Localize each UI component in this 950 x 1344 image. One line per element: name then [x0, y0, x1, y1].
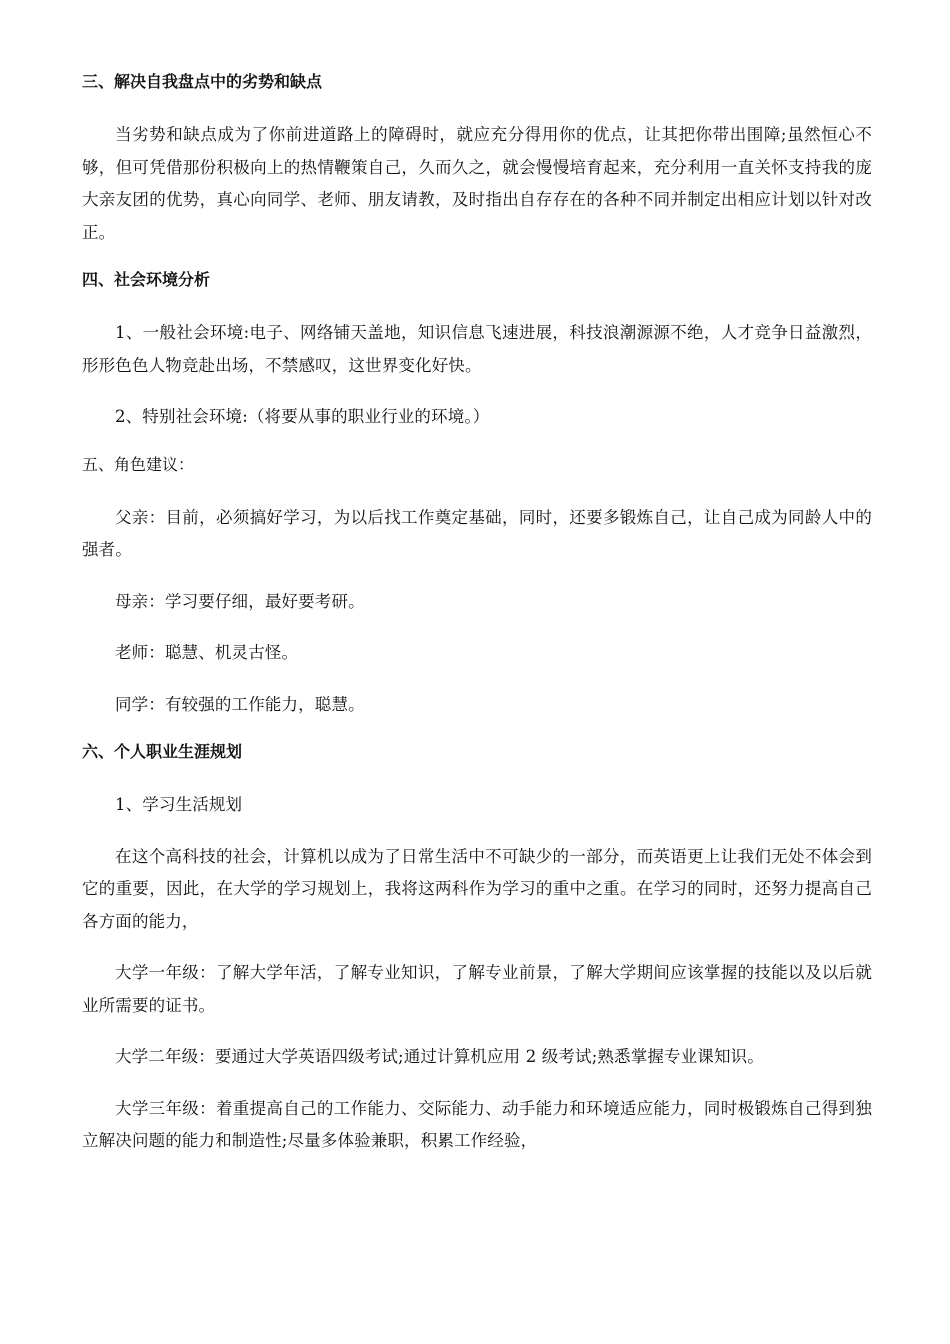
paragraph: 2、特别社会环境:（将要从事的职业行业的环境。） [115, 407, 490, 426]
document-page [82, 70, 872, 1177]
paragraph: 母亲：学习要仔细，最好要考研。 [115, 591, 365, 611]
paragraph: 老师：聪慧、机灵古怪。 [115, 643, 299, 662]
section-heading-3: 三、解决自我盘点中的劣势和缺点 [82, 72, 323, 91]
paragraph: 当劣势和缺点成为了你前进道路上的障碍时，就应充分得用你的优点，让其把你带出围障;虽然恒心不够，但可凭借那份积极向上的热情鞭策自己，久而久之，就会慢慢培育起来，充分利用一直关怀支持我的庞大亲友团的优势，真心向同学、老师、朋友请教，及时指出自存存在的各种不同并制定出相应计划以针对改正。 [82, 125, 872, 242]
section-heading-4: 四、社会环境分析 [82, 270, 211, 289]
paragraph: 大学三年级：着重提高自己的工作能力、交际能力、动手能力和环境适应能力，同时极锻炼自己得到独立解决问题的能力和制造性;尽量多体验兼职，积累工作经验， [82, 1098, 872, 1150]
paragraph: 同学：有较强的工作能力，聪慧。 [115, 694, 365, 714]
paragraph: 在这个高科技的社会，计算机以成为了日常生活中不可缺少的一部分，而英语更上让我们无处不体会到它的重要，因此，在大学的学习规划上，我将这两科作为学习的重中之重。在学习的同时，还努力提高自己各方面的能力， [82, 846, 872, 931]
paragraph: 1、一般社会环境:电子、网络铺天盖地，知识信息飞速进展，科技浪潮源源不绝，人才竞争日益激烈，形形色色人物竞赴出场，不禁感叹，这世界变化好快。 [82, 323, 872, 375]
section-heading-6: 六、个人职业生涯规划 [82, 742, 243, 761]
section-heading-5: 五、角色建议： [82, 454, 195, 474]
paragraph: 大学一年级：了解大学年活，了解专业知识，了解专业前景，了解大学期间应该掌握的技能以及以后就业所需要的证书。 [82, 963, 872, 1015]
paragraph: 1、学习生活规划 [115, 795, 243, 814]
paragraph: 父亲：目前，必须搞好学习，为以后找工作奠定基础，同时，还要多锻炼自己，让自己成为同龄人中的强者。 [82, 507, 872, 559]
paragraph: 大学二年级：要通过大学英语四级考试;通过计算机应用 2 级考试;熟悉掌握专业课知识。 [115, 1047, 764, 1066]
